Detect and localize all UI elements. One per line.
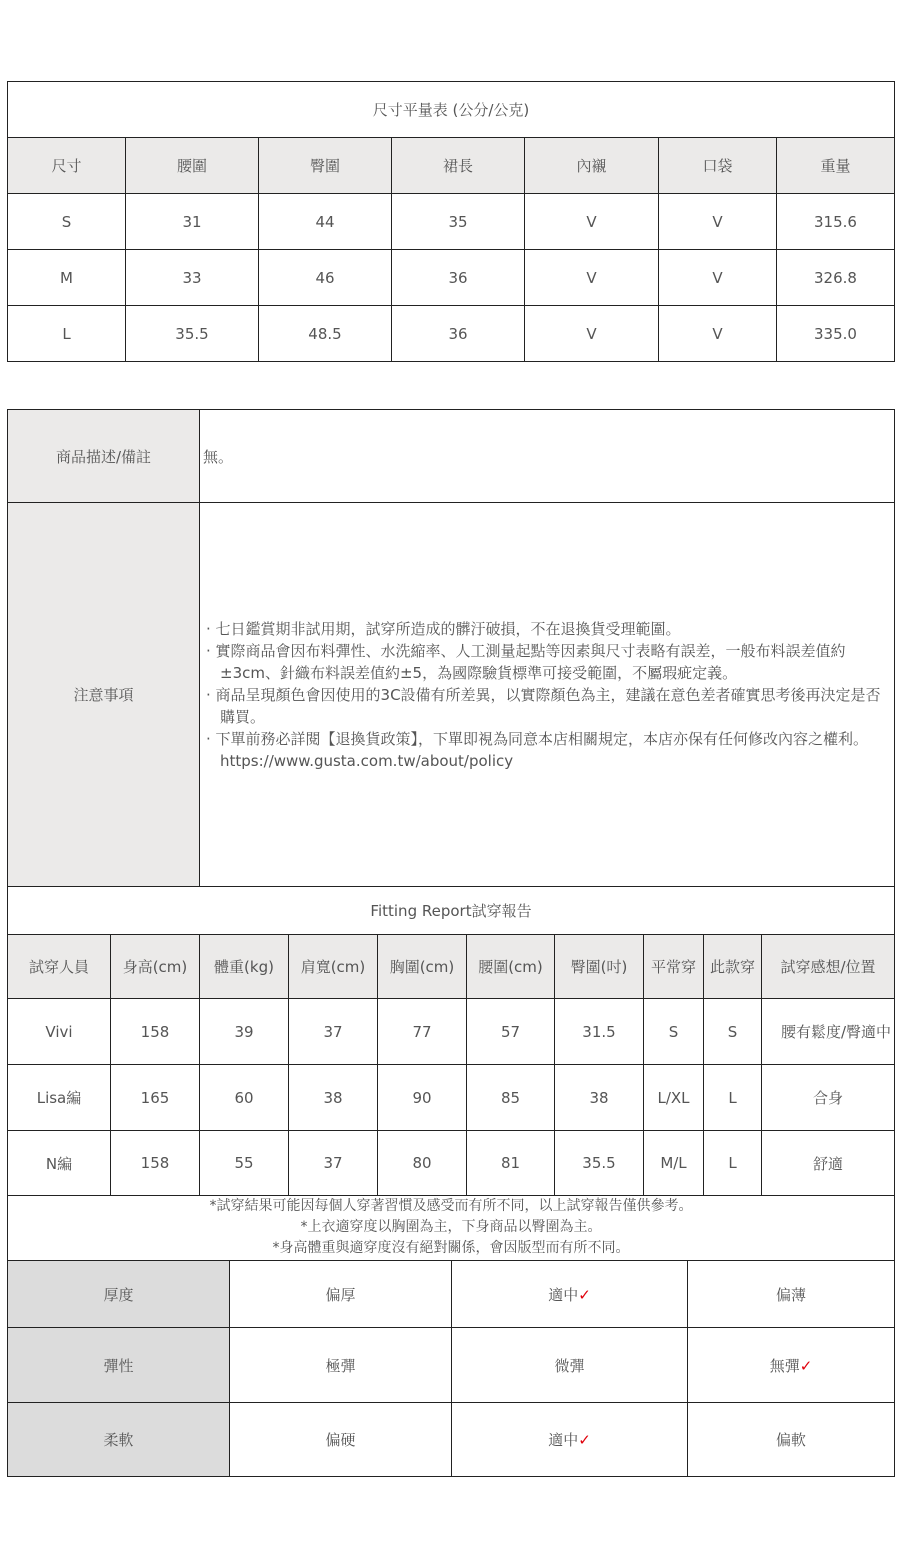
- fitting-cell: L: [704, 1131, 762, 1196]
- fitting-header-cell: 此款穿: [704, 935, 762, 999]
- size-row: [8, 306, 895, 362]
- fitting-cell: L/XL: [644, 1065, 704, 1131]
- fitting-report-title: Fitting Report試穿報告: [8, 887, 895, 935]
- fabric-option: [688, 1328, 895, 1403]
- size-header-cell: 裙長: [392, 138, 525, 194]
- size-cell: 48.5: [259, 306, 392, 362]
- size-cell: L: [8, 306, 126, 362]
- fitting-row: [8, 999, 895, 1065]
- fabric-option: [452, 1403, 688, 1477]
- size-cell: 35: [392, 194, 525, 250]
- fitting-cell: 85: [467, 1065, 555, 1131]
- size-cell: 36: [392, 306, 525, 362]
- fabric-option: [230, 1261, 452, 1328]
- size-cell: 31: [126, 194, 259, 250]
- check-icon: ✓: [799, 1356, 813, 1375]
- fitting-cell: 腰有鬆度/臀適中: [762, 999, 895, 1065]
- fitting-cell: L: [704, 1065, 762, 1131]
- note-item: · 七日鑑賞期非試用期，試穿所造成的髒汙破損，不在退換貨受理範圍。: [206, 619, 681, 638]
- fitting-cell: S: [704, 999, 762, 1065]
- fabric-option: [452, 1328, 688, 1403]
- fitting-cell: 80: [378, 1131, 467, 1196]
- fitting-cell: 90: [378, 1065, 467, 1131]
- size-header-cell: 臀圍: [259, 138, 392, 194]
- size-cell: V: [525, 250, 659, 306]
- size-table-title: 尺寸平量表 (公分/公克): [8, 82, 895, 138]
- fitting-cell: 77: [378, 999, 467, 1065]
- fitting-header-cell: 胸圍(cm): [378, 935, 467, 999]
- check-icon: ✓: [578, 1431, 591, 1449]
- fitting-cell: 38: [289, 1065, 378, 1131]
- size-header-cell: 尺寸: [8, 138, 126, 194]
- fitting-header-cell: 身高(cm): [111, 935, 200, 999]
- fabric-option-label: 偏軟: [775, 1431, 806, 1449]
- fitting-header-cell: 平常穿: [644, 935, 704, 999]
- fitting-cell: 81: [467, 1131, 555, 1196]
- fitting-cell: 37: [289, 1131, 378, 1196]
- note-item: · 下單前務必詳閱【退換貨政策】，下單即視為同意本店相關規定，本店亦保有任何修改內容之權利。https://www.gusta.com.tw/about/policy: [206, 729, 869, 770]
- fitting-cell: N編: [8, 1131, 111, 1196]
- fitting-cell: 31.5: [555, 999, 644, 1065]
- fitting-report-table: [7, 886, 895, 1261]
- fabric-option-label: 極彈: [325, 1356, 356, 1375]
- fitting-header-cell: 腰圍(cm): [467, 935, 555, 999]
- fabric-option: [688, 1403, 895, 1477]
- check-icon: ✓: [578, 1285, 591, 1304]
- size-header-cell: 內襯: [525, 138, 659, 194]
- notes-label: 注意事項: [8, 503, 200, 887]
- fabric-option-label: 適中: [548, 1431, 579, 1449]
- fabric-option: [230, 1328, 452, 1403]
- fitting-header-cell: 試穿感想/位置: [762, 935, 895, 999]
- fabric-label: 柔軟: [8, 1403, 230, 1477]
- size-cell: 35.5: [126, 306, 259, 362]
- fitting-cell: Vivi: [8, 999, 111, 1065]
- fabric-option-label: 偏硬: [325, 1431, 356, 1449]
- fabric-row: [8, 1261, 895, 1328]
- size-header-cell: 口袋: [659, 138, 777, 194]
- fabric-option-label: 適中: [548, 1285, 579, 1304]
- size-cell: 326.8: [777, 250, 895, 306]
- fitting-cell: Lisa編: [8, 1065, 111, 1131]
- size-table: [7, 81, 895, 362]
- fitting-header-cell: 肩寬(cm): [289, 935, 378, 999]
- description-value: 無。: [200, 410, 895, 503]
- fitting-cell: 165: [111, 1065, 200, 1131]
- fitting-footnotes: [8, 1196, 895, 1261]
- size-cell: M: [8, 250, 126, 306]
- size-cell: 33: [126, 250, 259, 306]
- fitting-cell: 158: [111, 1131, 200, 1196]
- fitting-cell: M/L: [644, 1131, 704, 1196]
- fitting-cell: 39: [200, 999, 289, 1065]
- fitting-cell: 舒適: [762, 1131, 895, 1196]
- fabric-option: [452, 1261, 688, 1328]
- fitting-cell: 合身: [762, 1065, 895, 1131]
- fitting-cell: S: [644, 999, 704, 1065]
- fabric-option-label: 無彈: [769, 1356, 800, 1375]
- fabric-option-label: 偏厚: [325, 1285, 356, 1304]
- fitting-cell: 55: [200, 1131, 289, 1196]
- size-cell: 315.6: [777, 194, 895, 250]
- size-cell: V: [659, 194, 777, 250]
- fitting-cell: 35.5: [555, 1131, 644, 1196]
- footnote: *上衣適穿度以胸圍為主，下身商品以臀圍為主。: [300, 1219, 602, 1235]
- size-cell: S: [8, 194, 126, 250]
- footnote: *試穿結果可能因每個人穿著習慣及感受而有所不同，以上試穿報告僅供參考。: [209, 1198, 693, 1214]
- notes-content: [200, 503, 895, 887]
- size-header-cell: 重量: [777, 138, 895, 194]
- fitting-cell: 60: [200, 1065, 289, 1131]
- description-label: 商品描述/備註: [8, 410, 200, 503]
- note-item: · 商品呈現顏色會因使用的3C設備有所差異，以實際顏色為主，建議在意色差者確實思考後再決定是否購買。: [206, 685, 881, 726]
- fitting-header-cell: 臀圍(吋): [555, 935, 644, 999]
- size-header-cell: 腰圍: [126, 138, 259, 194]
- size-cell: V: [659, 306, 777, 362]
- fitting-cell: 38: [555, 1065, 644, 1131]
- fitting-row: [8, 1131, 895, 1196]
- size-cell: V: [525, 306, 659, 362]
- size-row: [8, 250, 895, 306]
- size-cell: V: [659, 250, 777, 306]
- note-item: · 實際商品會因布料彈性、水洗縮率、人工測量起點等因素與尺寸表略有誤差，一般布料誤差值約±3cm、針織布料誤差值約±5，為國際驗貨標準可接受範圍，不屬瑕疵定義。: [206, 641, 846, 682]
- fitting-cell: 57: [467, 999, 555, 1065]
- size-cell: V: [525, 194, 659, 250]
- size-cell: 335.0: [777, 306, 895, 362]
- fabric-label: 厚度: [8, 1261, 230, 1328]
- fitting-header-cell: 試穿人員: [8, 935, 111, 999]
- fabric-option-label: 微彈: [554, 1356, 585, 1375]
- fitting-row: [8, 1065, 895, 1131]
- fitting-cell: 37: [289, 999, 378, 1065]
- size-cell: 36: [392, 250, 525, 306]
- footnote: *身高體重與適穿度沒有絕對關係，會因版型而有所不同。: [272, 1240, 630, 1256]
- fitting-header-cell: 體重(kg): [200, 935, 289, 999]
- size-row: [8, 194, 895, 250]
- fitting-cell: 158: [111, 999, 200, 1065]
- product-info-table: [7, 409, 895, 887]
- fabric-option: [688, 1261, 895, 1328]
- fabric-table: [7, 1260, 895, 1477]
- size-cell: 44: [259, 194, 392, 250]
- fabric-row: [8, 1328, 895, 1403]
- fabric-label: 彈性: [8, 1328, 230, 1403]
- size-cell: 46: [259, 250, 392, 306]
- fabric-row: [8, 1403, 895, 1477]
- fabric-option: [230, 1403, 452, 1477]
- fabric-option-label: 偏薄: [775, 1285, 806, 1304]
